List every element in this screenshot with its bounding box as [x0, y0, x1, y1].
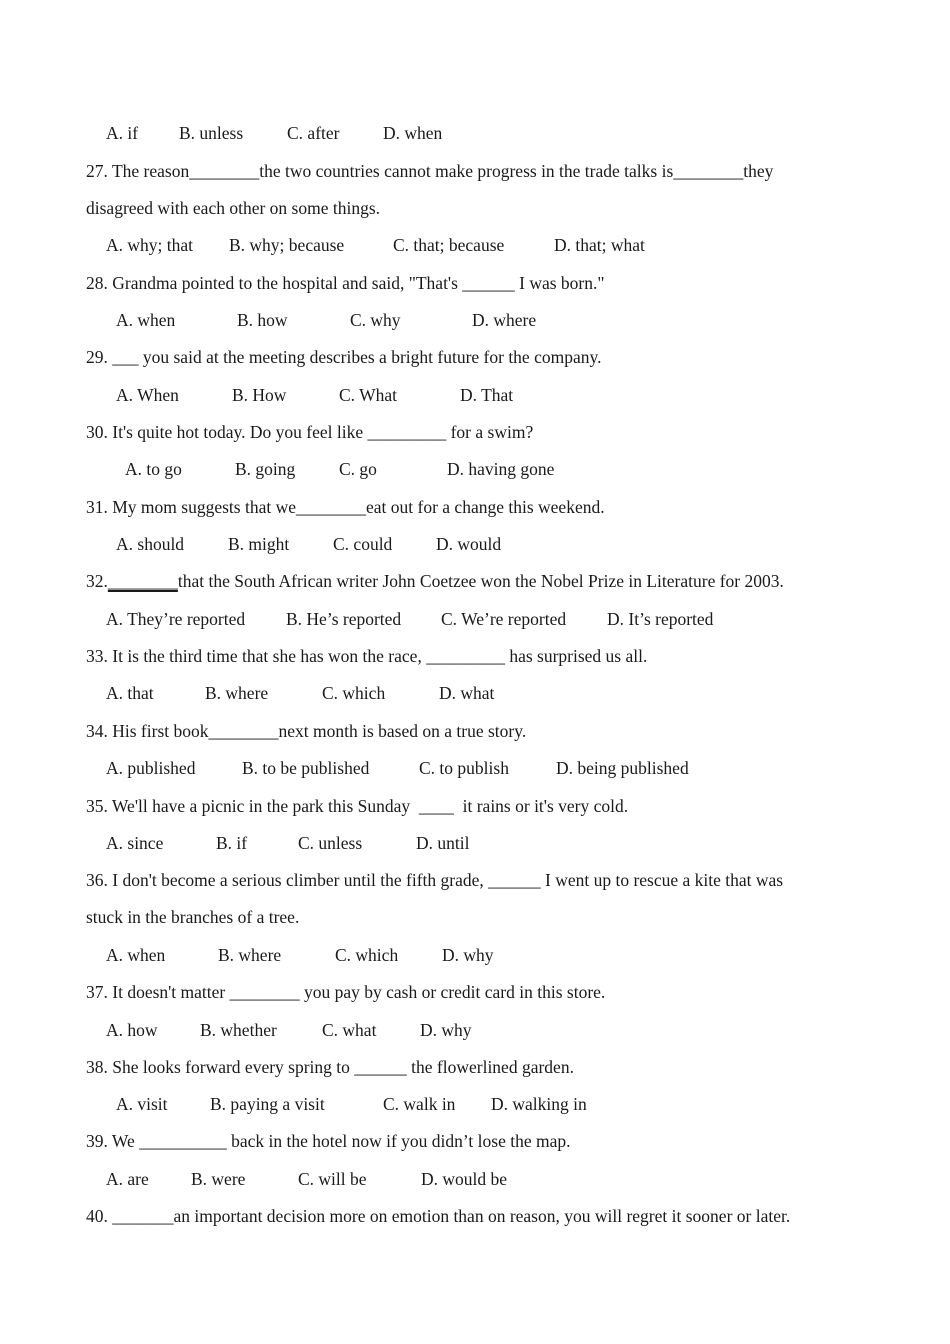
q38-stem: 38. She looks forward every spring to ______ the flowerlined garden.	[86, 1057, 574, 1077]
q35-option-c: C. unless	[298, 833, 363, 853]
q37-option-d: D. why	[420, 1020, 472, 1040]
q29-option-c: C. What	[339, 385, 398, 405]
q26-option-a: A. if	[106, 123, 139, 143]
q35-stem: 35. We'll have a picnic in the park this Sunday ____ it rains or it's very cold.	[86, 796, 629, 816]
q29-option-a: A. When	[116, 385, 179, 405]
q27-blank1: ________	[189, 161, 260, 181]
q39-option-a: A. are	[106, 1169, 149, 1189]
q35-option-a: A. since	[106, 833, 164, 853]
q39-stem: 39. We __________ back in the hotel now if you didn’t lose the map.	[86, 1131, 571, 1151]
q36-option-a: A. when	[106, 945, 166, 965]
q38-option-d: D. walking in	[491, 1094, 587, 1114]
q37-option-b: B. whether	[200, 1020, 277, 1040]
q35-option-b: B. if	[216, 833, 248, 853]
q32-option-b: B. He’s reported	[286, 609, 402, 629]
q40-blank: _______	[112, 1206, 174, 1226]
q34-option-a: A. published	[106, 758, 196, 778]
q37-stem: 37. It doesn't matter ________ you pay by cash or credit card in this store.	[86, 982, 606, 1002]
q26-option-d: D. when	[383, 123, 443, 143]
q30-option-a: A. to go	[125, 459, 182, 479]
q26-option-b: B. unless	[179, 123, 244, 143]
q32-stem: 32.________that the South African writer John Coetzee won the Nobel Prize in Literature for 2003.	[86, 571, 784, 591]
q36-stem-line1: 36. I don't become a serious climber until the fifth grade, ______ I went up to rescue a kite that was	[86, 870, 784, 890]
q32-option-a: A. They’re reported	[106, 609, 246, 629]
q27-option-d: D. that; what	[554, 235, 645, 255]
q31-blank: ________	[296, 497, 366, 517]
q28-option-d: D. where	[472, 310, 537, 330]
q30-option-c: C. go	[339, 459, 377, 479]
q33-option-a: A. that	[106, 683, 154, 703]
q28-option-c: C. why	[350, 310, 401, 330]
q37-option-a: A. how	[106, 1020, 158, 1040]
q36-stem-line2: stuck in the branches of a tree.	[86, 907, 300, 927]
q31-option-a: A. should	[116, 534, 185, 554]
q35-option-d: D. until	[416, 833, 470, 853]
q32-blank: ________	[107, 571, 178, 591]
q34-option-d: D. being published	[556, 758, 689, 778]
q34-stem: 34. His first book________next month is based on a true story.	[86, 721, 527, 741]
q32-option-c: C. We’re reported	[441, 609, 567, 629]
q37-option-c: C. what	[322, 1020, 377, 1040]
q30-option-b: B. going	[235, 459, 296, 479]
q33-stem: 33. It is the third time that she has won the race, _________ has surprised us all.	[86, 646, 648, 666]
q30-option-d: D. having gone	[447, 459, 555, 479]
q34-blank: ________	[208, 721, 279, 741]
q28-option-b: B. how	[237, 310, 288, 330]
q39-option-b: B. were	[191, 1169, 246, 1189]
q31-stem: 31. My mom suggests that we________eat out for a change this weekend.	[86, 497, 605, 517]
q36-option-d: D. why	[442, 945, 494, 965]
q29-option-d: D. That	[460, 385, 514, 405]
q32-option-d: D. It’s reported	[607, 609, 714, 629]
q33-option-d: D. what	[439, 683, 495, 703]
q27-option-c: C. that; because	[393, 235, 505, 255]
q30-stem: 30. It's quite hot today. Do you feel like _________ for a swim?	[86, 422, 534, 442]
q36-option-b: B. where	[218, 945, 282, 965]
q28-option-a: A. when	[116, 310, 176, 330]
q29-option-b: B. How	[232, 385, 287, 405]
q33-option-b: B. where	[205, 683, 269, 703]
q27-option-a: A. why; that	[106, 235, 194, 255]
q27-option-b: B. why; because	[229, 235, 345, 255]
q27-stem-line1: 27. The reason________the two countries cannot make progress in the trade talks is________they	[86, 161, 774, 181]
q27-blank2: ________	[673, 161, 744, 181]
q38-option-b: B. paying a visit	[210, 1094, 325, 1114]
q38-option-c: C. walk in	[383, 1094, 456, 1114]
q36-option-c: C. which	[335, 945, 399, 965]
q31-option-c: C. could	[333, 534, 393, 554]
q31-option-d: D. would	[436, 534, 502, 554]
q39-option-c: C. will be	[298, 1169, 367, 1189]
q26-option-c: C. after	[287, 123, 340, 143]
q33-option-c: C. which	[322, 683, 386, 703]
q38-option-a: A. visit	[116, 1094, 168, 1114]
q40-stem: 40. _______an important decision more on emotion than on reason, you will regret it sooner or later.	[86, 1206, 791, 1226]
q28-stem: 28. Grandma pointed to the hospital and said, "That's ______ I was born."	[86, 273, 605, 293]
q31-option-b: B. might	[228, 534, 290, 554]
q34-option-c: C. to publish	[419, 758, 509, 778]
q27-stem-line2: disagreed with each other on some things.	[86, 198, 381, 218]
q29-stem: 29. ___ you said at the meeting describes a bright future for the company.	[86, 347, 602, 367]
q34-option-b: B. to be published	[242, 758, 370, 778]
q39-option-d: D. would be	[421, 1169, 508, 1189]
